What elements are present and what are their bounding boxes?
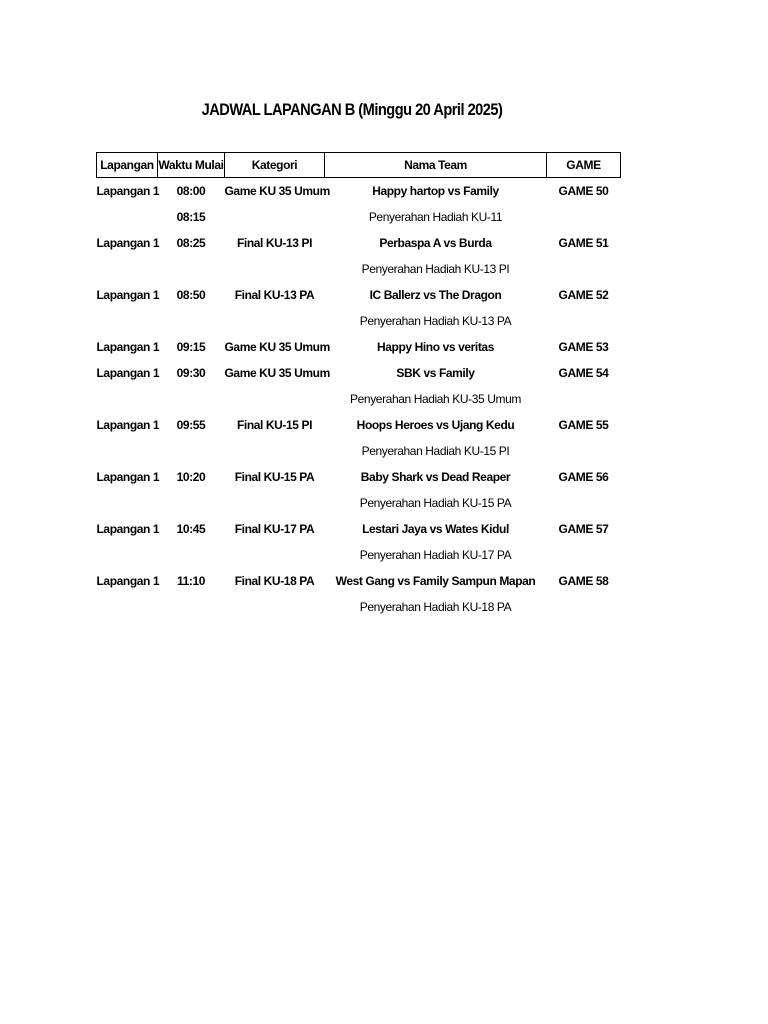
header-nama-team: Nama Team [325, 153, 547, 178]
cell-nama-team: Baby Shark vs Dead Reaper [360, 470, 511, 484]
cell-lapangan: Lapangan 1 [96, 288, 160, 302]
cell-waktu-mulai [158, 438, 225, 464]
award-row [97, 308, 621, 334]
cell-nama-team: Penyerahan Hadiah KU-35 Umum [350, 392, 521, 406]
schedule-table [96, 152, 621, 620]
cell-lapangan [97, 490, 158, 516]
cell-kategori [225, 204, 325, 230]
cell-lapangan: Lapangan 1 [96, 366, 160, 380]
cell-lapangan: Lapangan 1 [96, 418, 160, 432]
cell-nama-team: Perbaspa A vs Burda [379, 236, 492, 250]
cell-waktu-mulai: 09:30 [176, 366, 206, 380]
cell-kategori: Game KU 35 Umum [224, 184, 330, 198]
cell-waktu-mulai [158, 308, 225, 334]
header-waktu-mulai: Waktu Mulai [158, 153, 225, 178]
cell-game: GAME 52 [558, 288, 609, 302]
match-row [97, 360, 621, 386]
cell-lapangan: Lapangan 1 [96, 574, 160, 588]
cell-game: GAME 55 [558, 418, 609, 432]
cell-lapangan [97, 438, 158, 464]
cell-game [547, 386, 621, 412]
cell-lapangan: Lapangan 1 [96, 470, 160, 484]
cell-kategori [225, 386, 325, 412]
cell-kategori [225, 438, 325, 464]
cell-game [547, 308, 621, 334]
cell-lapangan [97, 204, 158, 230]
cell-lapangan [97, 308, 158, 334]
cell-waktu-mulai: 09:15 [176, 340, 206, 354]
cell-lapangan [97, 594, 158, 620]
cell-game: GAME 54 [558, 366, 609, 380]
cell-nama-team: West Gang vs Family Sampun Mapan [335, 574, 536, 588]
cell-nama-team: Penyerahan Hadiah KU-15 PI [361, 444, 510, 458]
cell-lapangan: Lapangan 1 [96, 522, 160, 536]
cell-kategori: Final KU-13 PA [234, 288, 315, 302]
match-row [97, 178, 621, 205]
cell-kategori: Final KU-15 PA [234, 470, 315, 484]
match-row [97, 282, 621, 308]
cell-kategori [225, 542, 325, 568]
table-header-row [97, 153, 621, 178]
cell-game: GAME 51 [558, 236, 609, 250]
cell-nama-team: Penyerahan Hadiah KU-13 PA [359, 314, 512, 328]
cell-game: GAME 57 [558, 522, 609, 536]
header-game: GAME [547, 153, 621, 178]
cell-nama-team: Hoops Heroes vs Ujang Kedu [356, 418, 515, 432]
award-row [97, 386, 621, 412]
cell-waktu-mulai [158, 542, 225, 568]
cell-nama-team: Penyerahan Hadiah KU-18 PA [359, 600, 512, 614]
cell-game: GAME 50 [558, 184, 609, 198]
cell-waktu-mulai: 10:20 [176, 470, 206, 484]
cell-nama-team: Lestari Jaya vs Wates Kidul [362, 522, 509, 536]
cell-nama-team: Penyerahan Hadiah KU-11 [368, 210, 503, 224]
cell-lapangan [97, 542, 158, 568]
header-kategori: Kategori [225, 153, 325, 178]
cell-waktu-mulai: 09:55 [176, 418, 206, 432]
cell-lapangan: Lapangan 1 [96, 340, 160, 354]
cell-kategori: Final KU-18 PA [234, 574, 315, 588]
match-row [97, 516, 621, 542]
cell-lapangan [97, 256, 158, 282]
cell-nama-team: Happy Hino vs veritas [377, 340, 494, 354]
match-row [97, 334, 621, 360]
cell-waktu-mulai [158, 386, 225, 412]
cell-waktu-mulai: 08:00 [176, 184, 206, 198]
cell-kategori [225, 594, 325, 620]
cell-nama-team: Happy hartop vs Family [372, 184, 499, 198]
cell-game [547, 594, 621, 620]
cell-waktu-mulai: 08:50 [176, 288, 206, 302]
cell-nama-team: Penyerahan Hadiah KU-13 PI [361, 262, 510, 276]
cell-kategori: Game KU 35 Umum [224, 340, 330, 354]
cell-waktu-mulai [158, 256, 225, 282]
cell-waktu-mulai: 08:25 [176, 236, 206, 250]
cell-game [547, 542, 621, 568]
match-row [97, 464, 621, 490]
cell-kategori [225, 256, 325, 282]
cell-lapangan [97, 386, 158, 412]
schedule-body [97, 178, 621, 621]
cell-nama-team: SBK vs Family [396, 366, 475, 380]
cell-game [547, 490, 621, 516]
cell-nama-team: Penyerahan Hadiah KU-17 PA [359, 548, 512, 562]
cell-lapangan: Lapangan 1 [96, 184, 160, 198]
cell-waktu-mulai: 08:15 [176, 210, 206, 224]
cell-kategori [225, 308, 325, 334]
match-row [97, 230, 621, 256]
cell-nama-team: IC Ballerz vs The Dragon [369, 288, 502, 302]
header-lapangan: Lapangan [97, 153, 158, 178]
cell-game: GAME 53 [558, 340, 609, 354]
cell-waktu-mulai [158, 490, 225, 516]
cell-lapangan: Lapangan 1 [96, 236, 160, 250]
award-row [97, 490, 621, 516]
cell-game [547, 256, 621, 282]
page-title: JADWAL LAPANGAN B (Minggu 20 April 2025) [201, 100, 503, 119]
cell-kategori: Final KU-17 PA [234, 522, 315, 536]
award-row [97, 542, 621, 568]
match-row [97, 568, 621, 594]
match-row [97, 412, 621, 438]
cell-waktu-mulai: 10:45 [176, 522, 206, 536]
award-row [97, 594, 621, 620]
award-row [97, 204, 621, 230]
award-row [97, 256, 621, 282]
award-row [97, 438, 621, 464]
cell-waktu-mulai: 11:10 [176, 574, 206, 588]
cell-game [547, 204, 621, 230]
cell-kategori: Game KU 35 Umum [224, 366, 330, 380]
cell-kategori [225, 490, 325, 516]
cell-game: GAME 58 [558, 574, 609, 588]
cell-kategori: Final KU-13 PI [236, 236, 313, 250]
cell-kategori: Final KU-15 PI [236, 418, 313, 432]
cell-game: GAME 56 [558, 470, 609, 484]
cell-nama-team: Penyerahan Hadiah KU-15 PA [359, 496, 512, 510]
cell-waktu-mulai [158, 594, 225, 620]
cell-game [547, 438, 621, 464]
